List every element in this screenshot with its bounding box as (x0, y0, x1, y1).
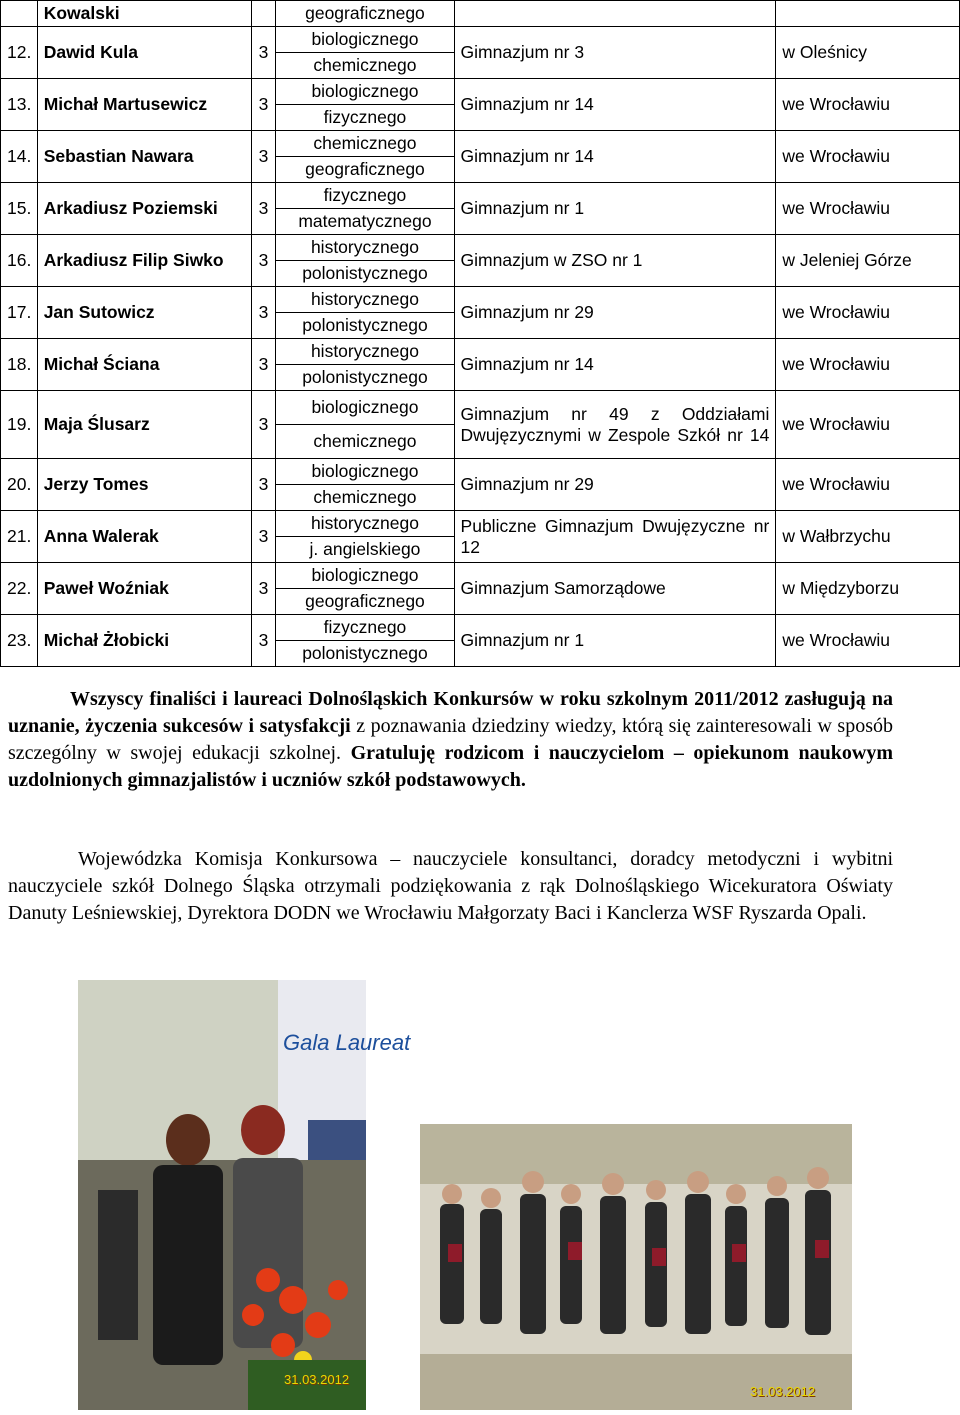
row-number: 12. (1, 27, 38, 79)
photo-group-laureates-right (420, 1124, 852, 1410)
results-table (0, 0, 960, 667)
school-name: Gimnazjum nr 14 (454, 79, 776, 131)
class-number: 3 (251, 391, 276, 459)
school-name: Gimnazjum nr 3 (454, 27, 776, 79)
row-number: 15. (1, 183, 38, 235)
table-row (1, 183, 960, 209)
table-row (1, 339, 960, 365)
competition-subject: polonistycznego (276, 365, 454, 391)
table-row (1, 131, 960, 157)
class-number: 3 (251, 511, 276, 563)
competition-subject: historycznego (276, 339, 454, 365)
competition-subject: fizycznego (276, 105, 454, 131)
photo-award-ceremony-left (78, 980, 411, 1410)
competition-subject: chemicznego (276, 425, 454, 459)
paragraph-congratulations: Wszyscy finaliści i laureaci Dolnośląskich Konkursów w roku szkolnym 2011/2012 zasługują na uznanie, życzenia sukcesów i satysfakcji z poznawania dziedziny wiedzy, którą się zainteresowali w sposób szczególny w swojej edukacji szkolnej. Gratuluję rodzicom i nauczycielom – opiekunom naukowym uzdolnionych gimnazjalistów i uczniów szkół podstawowych. (8, 688, 894, 791)
class-number: 3 (251, 183, 276, 235)
school-name: Gimnazjum Samorządowe (454, 563, 776, 615)
competition-subject: geograficznego (276, 1, 454, 27)
school-city: w Jeleniej Górze (776, 235, 960, 287)
school-name (454, 1, 776, 27)
school-city: we Wrocławiu (776, 339, 960, 391)
paragraph-commission: Wojewódzka Komisja Konkursowa – nauczyciele konsultanci, doradcy metodyczni i wybitni nauczyciele szkół Dolnego Śląska otrzymali podziękowania z rąk Dolnośląskiego Wicekuratora Oświaty Danuty Leśniewskiej, Dyrektora DODN we Wrocławiu Małgorzaty Baci i Kanclerza WSF Ryszarda Opali. (8, 848, 893, 924)
table-row (1, 1, 960, 27)
competition-subject: biologicznego (276, 563, 454, 589)
competition-subject: historycznego (276, 511, 454, 537)
competition-subject: geograficznego (276, 589, 454, 615)
student-name: Paweł Woźniak (37, 563, 251, 615)
school-city: we Wrocławiu (776, 391, 960, 459)
row-number: 18. (1, 339, 38, 391)
competition-subject: chemicznego (276, 53, 454, 79)
class-number: 3 (251, 339, 276, 391)
student-name: Michał Żłobicki (37, 615, 251, 667)
row-number: 22. (1, 563, 38, 615)
table-row (1, 79, 960, 105)
competition-subject: fizycznego (276, 615, 454, 641)
school-city: we Wrocławiu (776, 131, 960, 183)
row-number: 14. (1, 131, 38, 183)
competition-subject: polonistycznego (276, 261, 454, 287)
school-name: Gimnazjum nr 29 (454, 459, 776, 511)
competition-subject: chemicznego (276, 131, 454, 157)
student-name: Arkadiusz Filip Siwko (37, 235, 251, 287)
table-row (1, 27, 960, 53)
class-number: 3 (251, 563, 276, 615)
student-name: Michał Ściana (37, 339, 251, 391)
school-city: we Wrocławiu (776, 183, 960, 235)
student-name: Maja Ślusarz (37, 391, 251, 459)
school-city: we Wrocławiu (776, 287, 960, 339)
student-name: Jan Sutowicz (37, 287, 251, 339)
competition-subject: biologicznego (276, 79, 454, 105)
student-name: Dawid Kula (37, 27, 251, 79)
student-name: Jerzy Tomes (37, 459, 251, 511)
table-row (1, 391, 960, 425)
class-number (251, 1, 276, 27)
school-city: w Wałbrzychu (776, 511, 960, 563)
class-number: 3 (251, 235, 276, 287)
student-name: Arkadiusz Poziemski (37, 183, 251, 235)
student-name: Michał Martusewicz (37, 79, 251, 131)
school-city: w Międzyborzu (776, 563, 960, 615)
row-number (1, 1, 38, 27)
competition-subject: biologicznego (276, 391, 454, 425)
table-row (1, 615, 960, 641)
competition-subject: j. angielskiego (276, 537, 454, 563)
student-name: Anna Walerak (37, 511, 251, 563)
row-number: 16. (1, 235, 38, 287)
row-number: 19. (1, 391, 38, 459)
school-name: Gimnazjum nr 49 z Oddziałami Dwujęzycznymi w Zespole Szkół nr 14 (454, 391, 776, 459)
school-name: Gimnazjum w ZSO nr 1 (454, 235, 776, 287)
photo-left-illustration (78, 980, 411, 1410)
row-number: 20. (1, 459, 38, 511)
school-name: Gimnazjum nr 29 (454, 287, 776, 339)
table-row (1, 563, 960, 589)
class-number: 3 (251, 287, 276, 339)
table-row (1, 511, 960, 537)
school-name: Gimnazjum nr 14 (454, 339, 776, 391)
class-number: 3 (251, 79, 276, 131)
competition-subject: historycznego (276, 287, 454, 313)
row-number: 17. (1, 287, 38, 339)
school-city: we Wrocławiu (776, 615, 960, 667)
competition-subject: matematycznego (276, 209, 454, 235)
competition-subject: polonistycznego (276, 313, 454, 339)
competition-subject: geograficznego (276, 157, 454, 183)
school-city: we Wrocławiu (776, 79, 960, 131)
class-number: 3 (251, 615, 276, 667)
student-name: Kowalski (37, 1, 251, 27)
table-row (1, 287, 960, 313)
student-name: Sebastian Nawara (37, 131, 251, 183)
school-name: Gimnazjum nr 1 (454, 615, 776, 667)
competition-subject: historycznego (276, 235, 454, 261)
school-city (776, 1, 960, 27)
class-number: 3 (251, 459, 276, 511)
photo-left-date: 31.03.2012 (284, 1372, 350, 1387)
competition-subject: biologicznego (276, 27, 454, 53)
competition-subject: chemicznego (276, 485, 454, 511)
row-number: 21. (1, 511, 38, 563)
competition-subject: fizycznego (276, 183, 454, 209)
competition-subject: polonistycznego (276, 641, 454, 667)
photo-right-illustration (420, 1124, 852, 1410)
school-city: w Oleśnicy (776, 27, 960, 79)
competition-subject: biologicznego (276, 459, 454, 485)
table-row (1, 459, 960, 485)
table-row (1, 235, 960, 261)
photo-right-date: 31.03.2012 (750, 1384, 816, 1399)
school-name: Publiczne Gimnazjum Dwujęzyczne nr 12 (454, 511, 776, 563)
school-name: Gimnazjum nr 1 (454, 183, 776, 235)
class-number: 3 (251, 27, 276, 79)
row-number: 13. (1, 79, 38, 131)
class-number: 3 (251, 131, 276, 183)
photo-left-banner-text: Gala Laureat (283, 1030, 411, 1055)
row-number: 23. (1, 615, 38, 667)
school-city: we Wrocławiu (776, 459, 960, 511)
school-name: Gimnazjum nr 14 (454, 131, 776, 183)
